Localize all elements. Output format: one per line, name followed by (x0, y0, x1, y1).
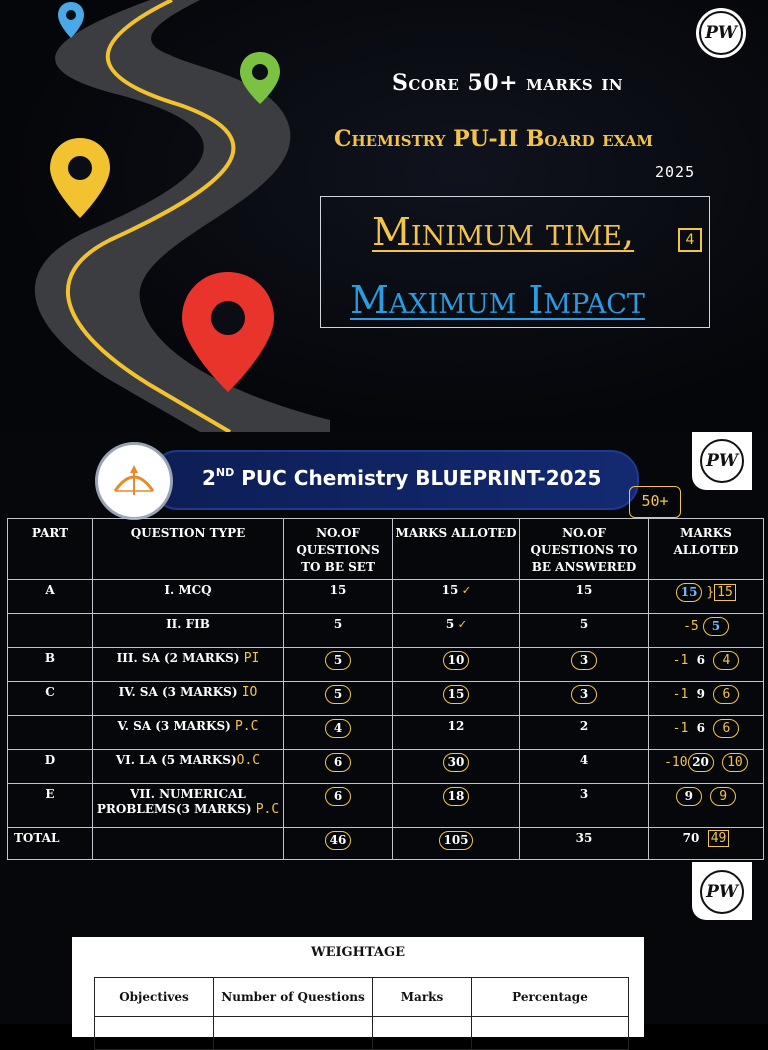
answered-cell: 3 (520, 648, 649, 682)
pw-logo: PW (697, 867, 747, 917)
col-percentage: Percentage (472, 978, 629, 1017)
col-questions-answered: NO.OF QUESTIONS TO BE ANSWERED (520, 519, 649, 580)
alloted-cell: 15 } 15 (649, 580, 764, 614)
table-row (8, 614, 764, 648)
col-marks-alloted-answered: MARKS ALLOTED (649, 519, 764, 580)
alloted-cell: -1 6 4 (649, 648, 764, 682)
qtype-cell: VI. LA (5 MARKS)O.C (93, 750, 284, 784)
col-part: PART (8, 519, 93, 580)
blueprint-table (7, 518, 764, 860)
marks-cell: 12 (393, 716, 520, 750)
marks-cell: 10 (393, 648, 520, 682)
banner-title: 2ND PUC Chemistry BLUEPRINT-2025 (202, 466, 602, 490)
weightage-card (72, 937, 644, 1037)
table-row (95, 1017, 629, 1050)
marks-cell: 15 ✓ (393, 580, 520, 614)
alloted-cell: -1 9 6 (649, 682, 764, 716)
alloted-cell: -5 5 (649, 614, 764, 648)
table-row-total (8, 828, 764, 860)
answered-cell: 3 (520, 682, 649, 716)
pw-logo: PW (696, 8, 746, 58)
marks-cell: 5 ✓ (393, 614, 520, 648)
map-pin-blue-icon (56, 0, 86, 40)
bow-arrow-icon (109, 461, 159, 501)
col-objectives: Objectives (95, 978, 214, 1017)
alloted-cell: 9 9 (649, 784, 764, 828)
marks-cell: 30 (393, 750, 520, 784)
alloted-cell: -10 20 10 (649, 750, 764, 784)
weightage-table (94, 977, 629, 1050)
answered-cell: 35 (520, 828, 649, 860)
set-cell: 5 (284, 648, 393, 682)
table-row (8, 648, 764, 682)
pw-logo: PW (697, 436, 747, 486)
col-question-type: QUESTION TYPE (93, 519, 284, 580)
col-marks-alloted: MARKS ALLOTED (393, 519, 520, 580)
blueprint-banner (150, 450, 639, 510)
score-headline: Score 50+ marks in (392, 70, 624, 96)
alloted-cell: -1 6 6 (649, 716, 764, 750)
set-cell: 4 (284, 716, 393, 750)
archer-emblem (95, 442, 173, 520)
qtype-cell: VII. NUMERICAL PROBLEMS(3 MARKS) P.C (93, 784, 284, 828)
set-cell: 5 (284, 614, 393, 648)
annotation-badge: 4 (678, 228, 702, 252)
table-row (8, 750, 764, 784)
col-questions-set: NO.OF QUESTIONS TO BE SET (284, 519, 393, 580)
marks-cell: 15 (393, 682, 520, 716)
year-handwritten-note: 2025 (655, 163, 696, 181)
table-row (8, 682, 764, 716)
qtype-cell: I. MCQ (93, 580, 284, 614)
table-row (8, 784, 764, 828)
answered-cell: 3 (520, 784, 649, 828)
alloted-cell: 70 49 (649, 828, 764, 860)
part-cell: C (8, 682, 93, 716)
map-pin-yellow-icon (48, 136, 112, 220)
part-cell (8, 614, 93, 648)
table-header-row (8, 519, 764, 580)
part-cell: E (8, 784, 93, 828)
weightage-slide (0, 862, 768, 1024)
table-row (8, 716, 764, 750)
chemistry-headline: Chemistry PU-II Board exam (334, 126, 654, 152)
col-marks: Marks (373, 978, 472, 1017)
part-cell: A (8, 580, 93, 614)
answered-cell: 2 (520, 716, 649, 750)
set-cell: 46 (284, 828, 393, 860)
weightage-title: WEIGHTAGE (310, 945, 406, 960)
qtype-cell (93, 828, 284, 860)
part-cell: TOTAL (8, 828, 93, 860)
hero-slide (0, 0, 768, 432)
total-marks-annotation: 50+ (629, 486, 681, 518)
set-cell: 15 (284, 580, 393, 614)
set-cell: 5 (284, 682, 393, 716)
map-pin-red-icon (180, 270, 276, 394)
qtype-cell: III. SA (2 MARKS) PI (93, 648, 284, 682)
qtype-cell: IV. SA (3 MARKS) IO (93, 682, 284, 716)
part-cell: B (8, 648, 93, 682)
set-cell: 6 (284, 750, 393, 784)
weightage-header-row (95, 978, 629, 1017)
marks-cell: 105 (393, 828, 520, 860)
part-cell: D (8, 750, 93, 784)
qtype-cell: II. FIB (93, 614, 284, 648)
set-cell: 6 (284, 784, 393, 828)
table-row (8, 580, 764, 614)
answered-cell: 5 (520, 614, 649, 648)
answered-cell: 4 (520, 750, 649, 784)
marks-cell: 18 (393, 784, 520, 828)
maximum-impact-text: Maximum Impact (350, 278, 645, 322)
part-cell (8, 716, 93, 750)
answered-cell: 15 (520, 580, 649, 614)
col-number-of-questions: Number of Questions (214, 978, 373, 1017)
minimum-time-text: Minimum time, (372, 210, 635, 254)
map-pin-green-icon (238, 50, 282, 106)
blueprint-slide (0, 432, 768, 862)
qtype-cell: V. SA (3 MARKS) P.C (93, 716, 284, 750)
